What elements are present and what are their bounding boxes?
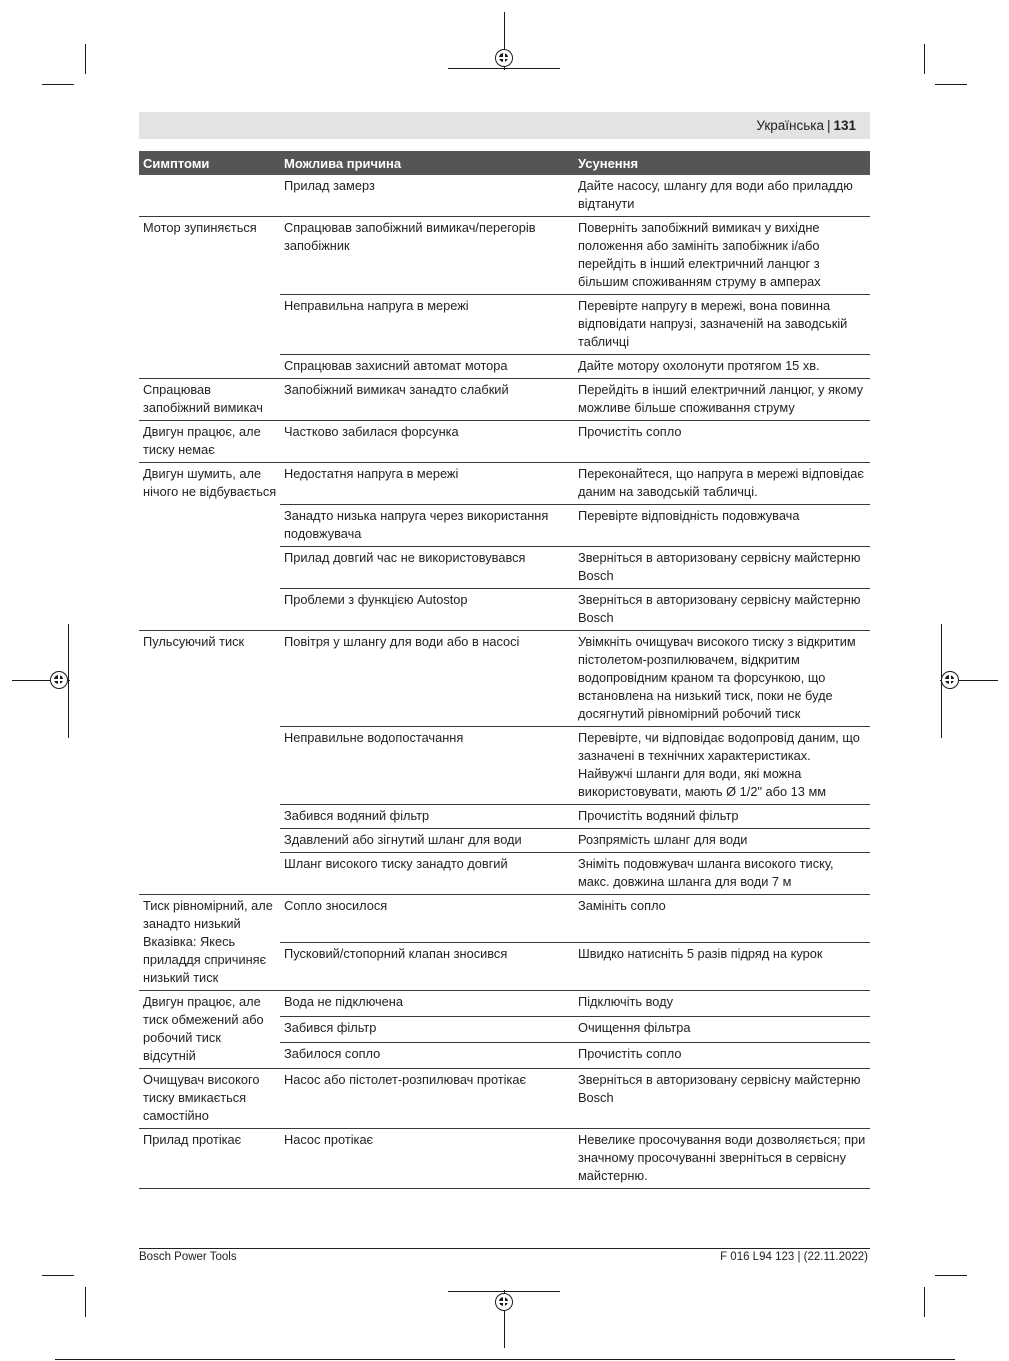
remedy-cell: Зніміть подовжувач шланга високого тиску, макс. довжина шланга для води 7 м — [574, 853, 870, 895]
symptom-cell: Двигун працює, але тиску немає — [139, 421, 280, 463]
remedy-cell: Зверніться в авторизовану сервісну майстерню Bosch — [574, 1069, 870, 1129]
remedy-cell: Очищення фільтра — [574, 1017, 870, 1043]
remedy-cell: Перевірте напругу в мережі, вона повинна відповідати напрузі, зазначеній на заводській табличці — [574, 295, 870, 355]
cause-cell: Недостатня напруга в мережі — [280, 463, 574, 505]
cause-cell: Сопло зносилося — [280, 895, 574, 943]
registration-mark-icon — [495, 49, 513, 67]
remedy-cell: Перевірте відповідність подовжувача — [574, 505, 870, 547]
remedy-cell: Прочистіть сопло — [574, 421, 870, 463]
table-row — [139, 421, 870, 463]
cause-cell: Неправильне водопостачання — [280, 727, 574, 805]
column-header-symptoms: Симптоми — [139, 151, 280, 175]
cause-cell: Пусковий/стопорний клапан зносився — [280, 943, 574, 991]
registration-mark-icon — [50, 671, 68, 689]
table-row — [139, 175, 870, 217]
troubleshooting-table — [139, 151, 870, 1189]
table-row — [139, 217, 870, 295]
remedy-cell: Розпрямість шланг для води — [574, 829, 870, 853]
remedy-cell: Дайте насосу, шлангу для води або приладдю відтанути — [574, 175, 870, 217]
page-header — [139, 112, 870, 139]
footer-brand: Bosch Power Tools — [139, 1251, 237, 1263]
cause-cell: Прилад довгий час не використовувався — [280, 547, 574, 589]
remedy-cell: Швидко натисніть 5 разів підряд на курок — [574, 943, 870, 991]
header-language: Українська — [756, 118, 824, 133]
cause-cell: Здавлений або зігнутий шланг для води — [280, 829, 574, 853]
cause-cell: Частково забилася форсунка — [280, 421, 574, 463]
cause-cell: Насос протікає — [280, 1129, 574, 1189]
remedy-cell: Підключіть воду — [574, 991, 870, 1017]
symptom-cell: Двигун шумить, але нічого не відбувається — [139, 463, 280, 631]
remedy-cell: Переконайтеся, що напруга в мережі відповідає даним на заводській табличці. — [574, 463, 870, 505]
cause-cell: Проблеми з функцією Autostop — [280, 589, 574, 631]
registration-mark-icon — [941, 671, 959, 689]
table-row — [139, 463, 870, 505]
remedy-cell: Перевірте, чи відповідає водопровід даним, що зазначені в технічних характеристиках. Найвужчі шланги для води, які можна використовувати, мають Ø 1/2" або 13 мм — [574, 727, 870, 805]
cause-cell: Забився фільтр — [280, 1017, 574, 1043]
remedy-cell: Дайте мотору охолонути протягом 15 хв. — [574, 355, 870, 379]
symptom-cell: Пульсуючий тиск — [139, 631, 280, 895]
table-row — [139, 631, 870, 727]
column-header-remedy: Усунення — [574, 151, 870, 175]
remedy-cell: Поверніть запобіжний вимикач у вихідне положення або замініть запобіжник і/або перейдіть в інший електричний ланцюг з більшим споживанням струму в амперах — [574, 217, 870, 295]
remedy-cell: Зверніться в авторизовану сервісну майстерню Bosch — [574, 547, 870, 589]
table-header-row — [139, 151, 870, 175]
symptom-cell: Тиск рівномірний, але занадто низький Вказівка: Якесь приладдя спричиняє низький тиск — [139, 895, 280, 991]
symptom-cell: Спрацював запобіжний вимикач — [139, 379, 280, 421]
cause-cell: Прилад замерз — [280, 175, 574, 217]
footer-doc-id: F 016 L94 123 | (22.11.2022) — [720, 1251, 868, 1263]
table-row — [139, 991, 870, 1017]
page-number: 131 — [833, 118, 856, 133]
header-text: Українська | 131 — [756, 118, 856, 133]
page-footer — [139, 1248, 870, 1263]
remedy-cell: Невелике просочування води дозволяється; при значному просочуванні зверніться в сервісну майстерню. — [574, 1129, 870, 1189]
symptom-cell — [139, 175, 280, 217]
table-row — [139, 895, 870, 943]
cause-cell: Неправильна напруга в мережі — [280, 295, 574, 355]
remedy-cell: Прочистіть сопло — [574, 1043, 870, 1069]
cause-cell: Забилося сопло — [280, 1043, 574, 1069]
remedy-cell: Зверніться в авторизовану сервісну майстерню Bosch — [574, 589, 870, 631]
column-header-cause: Можлива причина — [280, 151, 574, 175]
symptom-cell: Мотор зупиняється — [139, 217, 280, 379]
cause-cell: Забився водяний фільтр — [280, 805, 574, 829]
symptom-cell: Очищувач високого тиску вмикається самостійно — [139, 1069, 280, 1129]
cause-cell: Насос або пістолет-розпилювач протікає — [280, 1069, 574, 1129]
remedy-cell: Увімкніть очищувач високого тиску з відкритим пістолетом-розпилювачем, відкритим водопровідним краном та форсункою, що встановлена на низький тиск, поки не буде досягнутий рівномірний робочий тиск — [574, 631, 870, 727]
symptom-cell: Прилад протікає — [139, 1129, 280, 1189]
table-row — [139, 1129, 870, 1189]
remedy-cell: Прочистіть водяний фільтр — [574, 805, 870, 829]
cause-cell: Шланг високого тиску занадто довгий — [280, 853, 574, 895]
cause-cell: Вода не підключена — [280, 991, 574, 1017]
table-row — [139, 1069, 870, 1129]
registration-mark-icon — [495, 1293, 513, 1311]
symptom-cell: Двигун працює, але тиск обмежений або робочий тиск відсутній — [139, 991, 280, 1069]
cause-cell: Запобіжний вимикач занадто слабкий — [280, 379, 574, 421]
remedy-cell: Замініть сопло — [574, 895, 870, 943]
cause-cell: Спрацював запобіжний вимикач/перегорів запобіжник — [280, 217, 574, 295]
remedy-cell: Перейдіть в інший електричний ланцюг, у якому можливе більше споживання струму — [574, 379, 870, 421]
table-row — [139, 379, 870, 421]
cause-cell: Повітря у шлангу для води або в насосі — [280, 631, 574, 727]
cause-cell: Спрацював захисний автомат мотора — [280, 355, 574, 379]
cause-cell: Занадто низька напруга через використання подовжувача — [280, 505, 574, 547]
